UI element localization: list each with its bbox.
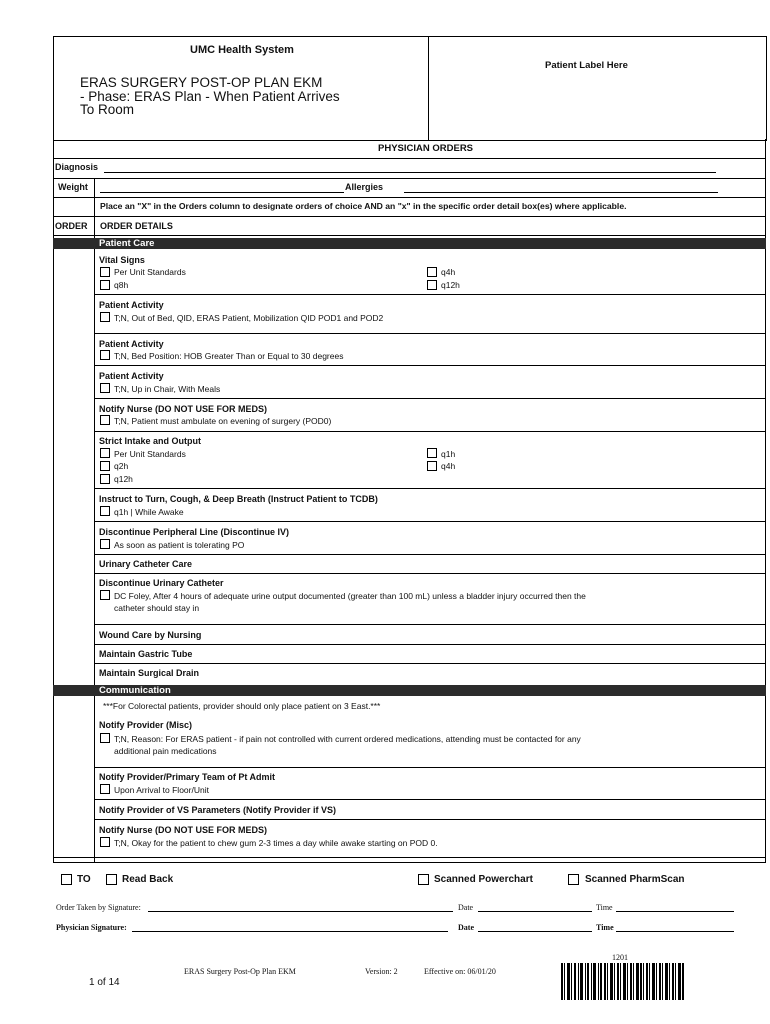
physician-time-label: Time: [596, 923, 614, 932]
discontinue-iv-checkbox[interactable]: [100, 539, 110, 549]
instruction-text: Place an "X" in the Orders column to designate orders of choice AND an "x" in the specific order detail box(es) where applicable.: [100, 201, 627, 211]
notify-nurse-2-label: T;N, Okay for the patient to chew gum 2-3 times a day while awake starting on POD 0.: [114, 838, 438, 848]
scanned-pharmscan-checkbox[interactable]: [568, 874, 579, 885]
physician-orders-heading: PHYSICIAN ORDERS: [378, 143, 474, 154]
diagnosis-label: Diagnosis: [55, 162, 99, 172]
barcode-number: 1201: [612, 953, 628, 962]
physician-time-field[interactable]: [616, 931, 734, 932]
io-q4h-label: q4h: [441, 461, 456, 471]
to-checkbox[interactable]: [61, 874, 72, 885]
notify-nurse-1-title: Notify Nurse (DO NOT USE FOR MEDS): [99, 404, 268, 414]
patient-label-placeholder: Patient Label Here: [545, 60, 628, 71]
diagnosis-field[interactable]: [104, 172, 716, 173]
activity-3-title: Patient Activity: [99, 371, 164, 381]
gastric-tube-title: Maintain Gastric Tube: [99, 649, 193, 659]
order-taken-time-label: Time: [596, 903, 613, 912]
document-name: ERAS Surgery Post-Op Plan EKM: [184, 967, 296, 976]
notify-nurse-1-label: T;N, Patient must ambulate on evening of surgery (POD0): [114, 416, 332, 426]
physician-date-label: Date: [458, 923, 474, 932]
vital-per-unit-label: Per Unit Standards: [114, 267, 186, 277]
order-taken-date-field[interactable]: [478, 911, 592, 912]
io-q12h-label: q12h: [114, 474, 133, 484]
urinary-care-title: Urinary Catheter Care: [99, 559, 193, 569]
vital-q4h-checkbox[interactable]: [427, 267, 437, 277]
intake-output-title: Strict Intake and Output: [99, 436, 202, 446]
allergies-label: Allergies: [345, 182, 384, 192]
order-column-header: ORDER: [55, 221, 88, 231]
section-communication: Communication: [53, 685, 766, 696]
io-q1h-checkbox[interactable]: [427, 448, 437, 458]
tcdb-label: q1h | While Awake: [114, 507, 184, 517]
io-q1h-label: q1h: [441, 449, 456, 459]
activity-1-label: T;N, Out of Bed, QID, ERAS Patient, Mobilization QID POD1 and POD2: [114, 313, 384, 323]
notify-primary-label: Upon Arrival to Floor/Unit: [114, 785, 209, 795]
vital-q12h-checkbox[interactable]: [427, 280, 437, 290]
vital-q4h-label: q4h: [441, 267, 456, 277]
physician-signature-field[interactable]: [132, 931, 448, 932]
notify-provider-title: Notify Provider (Misc): [99, 720, 193, 730]
io-q2h-label: q2h: [114, 461, 129, 471]
to-label: TO: [77, 874, 91, 885]
order-taken-date-label: Date: [458, 903, 474, 912]
notify-provider-label-cont: additional pain medications: [114, 746, 217, 756]
activity-2-label: T;N, Bed Position: HOB Greater Than or Equal to 30 degrees: [114, 351, 344, 361]
vital-signs-title: Vital Signs: [99, 255, 145, 265]
weight-field[interactable]: [100, 192, 344, 193]
notify-provider-label: T;N, Reason: For ERAS patient - if pain not controlled with current ordered medications, attending must be contacted for any: [114, 734, 581, 744]
io-per-unit-checkbox[interactable]: [100, 448, 110, 458]
plan-title-line1: ERAS SURGERY POST-OP PLAN EKM: [80, 75, 323, 90]
surgical-drain-title: Maintain Surgical Drain: [99, 668, 200, 678]
vital-q8h-checkbox[interactable]: [100, 280, 110, 290]
io-q12h-checkbox[interactable]: [100, 474, 110, 484]
org-name: UMC Health System: [190, 44, 294, 56]
effective-date: Effective on: 06/01/20: [424, 967, 496, 976]
section-patient-care: Patient Care: [53, 238, 766, 249]
vital-q8h-label: q8h: [114, 280, 129, 290]
notify-nurse-2-checkbox[interactable]: [100, 837, 110, 847]
colorectal-note: ***For Colorectal patients, provider should only place patient on 3 East.***: [103, 701, 381, 711]
activity-1-title: Patient Activity: [99, 300, 164, 310]
notify-primary-checkbox[interactable]: [100, 784, 110, 794]
activity-3-label: T;N, Up in Chair, With Meals: [114, 384, 221, 394]
io-q2h-checkbox[interactable]: [100, 461, 110, 471]
discontinue-catheter-label-cont: catheter should stay in: [114, 603, 200, 613]
activity-3-checkbox[interactable]: [100, 383, 110, 393]
io-q4h-checkbox[interactable]: [427, 461, 437, 471]
order-taken-time-field[interactable]: [616, 911, 734, 912]
scanned-pharmscan-label: Scanned PharmScan: [585, 874, 685, 885]
wound-care-title: Wound Care by Nursing: [99, 630, 202, 640]
document-version: Version: 2: [365, 967, 398, 976]
vital-per-unit-checkbox[interactable]: [100, 267, 110, 277]
vital-q12h-label: q12h: [441, 280, 460, 290]
notify-nurse-1-checkbox[interactable]: [100, 415, 110, 425]
tcdb-checkbox[interactable]: [100, 506, 110, 516]
activity-2-checkbox[interactable]: [100, 350, 110, 360]
discontinue-iv-label: As soon as patient is tolerating PO: [114, 540, 245, 550]
activity-2-title: Patient Activity: [99, 339, 164, 349]
plan-title-line3: To Room: [80, 102, 135, 117]
activity-1-checkbox[interactable]: [100, 312, 110, 322]
scanned-powerchart-checkbox[interactable]: [418, 874, 429, 885]
io-per-unit-label: Per Unit Standards: [114, 449, 186, 459]
barcode-icon: [561, 963, 685, 1000]
tcdb-title: Instruct to Turn, Cough, & Deep Breath (Instruct Patient to TCDB): [99, 494, 378, 504]
allergies-field[interactable]: [404, 192, 718, 193]
notify-nurse-2-title: Notify Nurse (DO NOT USE FOR MEDS): [99, 825, 268, 835]
notify-primary-title: Notify Provider/Primary Team of Pt Admit: [99, 772, 276, 782]
discontinue-iv-title: Discontinue Peripheral Line (Discontinue IV): [99, 527, 290, 537]
read-back-label: Read Back: [122, 874, 174, 885]
notify-vs-title: Notify Provider of VS Parameters (Notify Provider if VS): [99, 805, 337, 815]
order-taken-label: Order Taken by Signature:: [56, 903, 141, 912]
order-taken-signature-field[interactable]: [148, 911, 453, 912]
order-details-column-header: ORDER DETAILS: [100, 221, 173, 231]
weight-label: Weight: [58, 182, 88, 192]
discontinue-catheter-label: DC Foley, After 4 hours of adequate urine output documented (greater than 100 mL) unless a bladder injury occurred then the: [114, 591, 586, 601]
discontinue-catheter-checkbox[interactable]: [100, 590, 110, 600]
page-number: 1 of 14: [89, 977, 120, 988]
physician-date-field[interactable]: [478, 931, 592, 932]
read-back-checkbox[interactable]: [106, 874, 117, 885]
scanned-powerchart-label: Scanned Powerchart: [434, 874, 533, 885]
notify-provider-checkbox[interactable]: [100, 733, 110, 743]
discontinue-catheter-title: Discontinue Urinary Catheter: [99, 578, 224, 588]
physician-signature-label: Physician Signature:: [56, 923, 127, 932]
plan-title-line2: - Phase: ERAS Plan - When Patient Arrives: [80, 89, 340, 104]
